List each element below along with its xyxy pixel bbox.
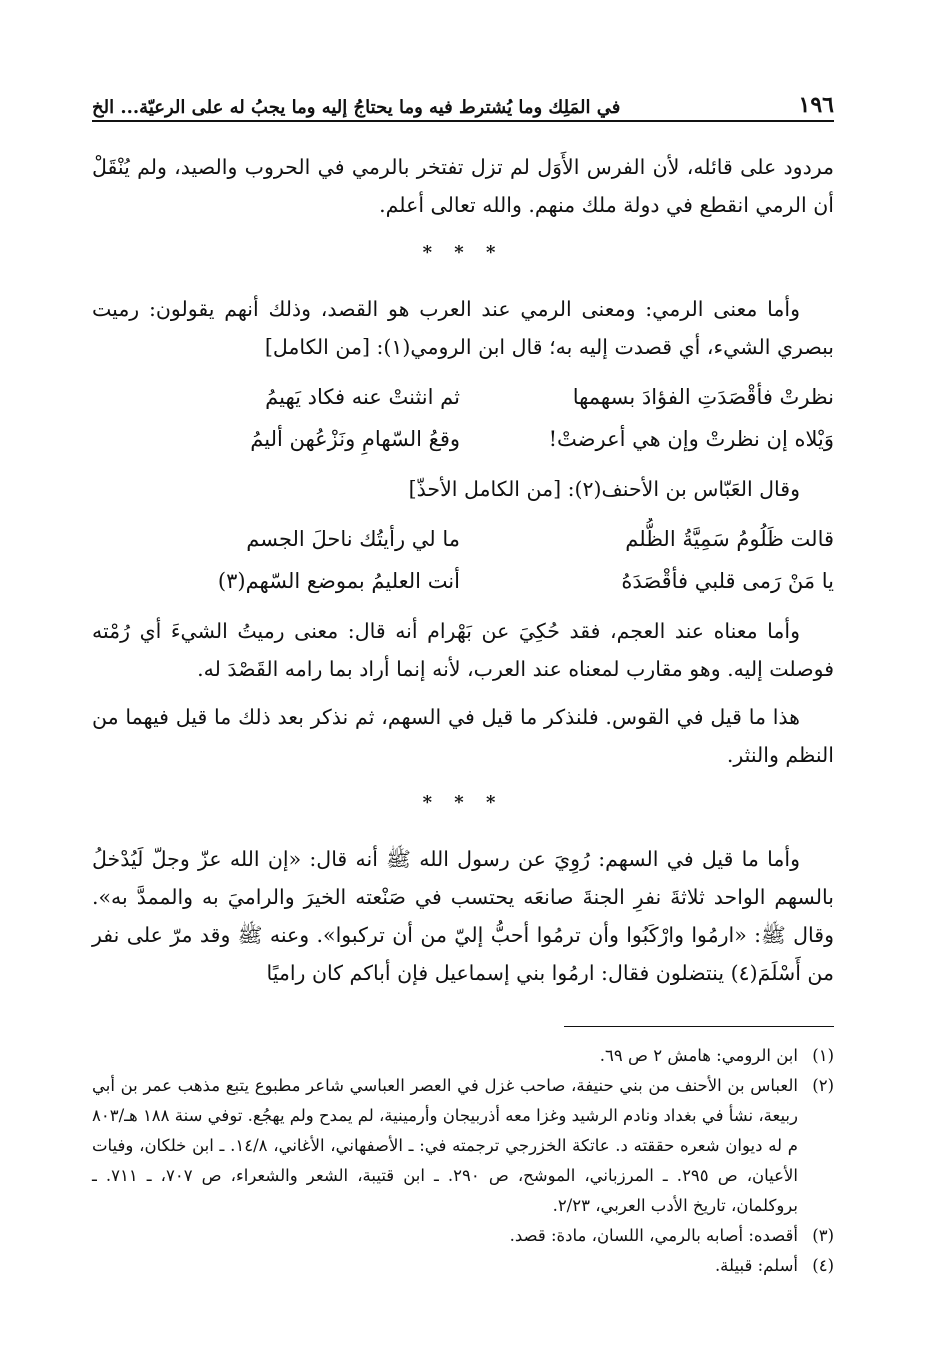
- section-separator: * * *: [422, 792, 504, 813]
- hemistich-first: قالت ظَلُومُ سَمِيَّةُ الظُّلم: [625, 527, 834, 551]
- section-separator: * * *: [422, 242, 504, 263]
- hemistich-second: ما لي رأيتُك ناحلَ الجسم: [246, 527, 460, 551]
- footnote-text: ابن الرومي: هامش ٢ ص ٦٩.: [599, 1046, 798, 1065]
- paragraph: وأما ما قيل في السهم: رُوِيَ عن رسول الله ﷺ أنه قال: «إن الله عزّ وجلّ لَيُدْخلُ بالسهم الواحد ثلاثةَ نفرِ الجنةَ صانعَه يحتسب في صَنْعته الخيرَ والراميَ به والممدَّ به». وقال ﷺ: «ارمُوا وارْكَبُوا وأن ترمُوا أحبُّ إليّ من أن تركبوا». وعنه ﷺ وقد مرّ على نفر من أَسْلَمَ(٤) ينتضلون فقال: ارمُوا بني إسماعيل فإن أباكم كان راميًا: [92, 847, 834, 985]
- running-header: [92, 80, 834, 122]
- paragraph: وأما معناه عند العجم، فقد حُكِيَ عن بَهْرام أنه قال: معنى رميتُ الشيءَ أي رُمْته فوصلت إليه. وهو مقارب لمعناه عند العرب، لأنه إنما أراد بما رامه القَصْدَ له.: [92, 619, 834, 681]
- paragraph: مردود على قائله، لأن الفرس الأَوَل لم تزل تفتخر بالرمي في الحروب والصيد، ولم يُنْقَلْ أن الرمي انقطع في دولة ملك منهم. والله تعالى أعلم.: [92, 155, 834, 217]
- poem-abbas-ibn-al-ahnaf: [92, 518, 834, 602]
- hemistich-second: ثم انثنتْ عنه فكاد يَهيمُ: [265, 385, 460, 409]
- verse-line: [92, 376, 834, 418]
- footnote: [92, 1251, 834, 1281]
- paragraph: هذا ما قيل في القوس. فلنذكر ما قيل في السهم، ثم نذكر بعد ذلك ما قيل فيهما من النظم والنثر.: [92, 705, 834, 767]
- verse-line: [92, 518, 834, 560]
- hemistich-second: وقعُ السّهامِ ونَزْعُهن أليمُ: [250, 427, 460, 451]
- page-number: ١٩٦: [798, 92, 834, 118]
- footnote: [92, 1041, 834, 1071]
- main-text: [92, 148, 834, 992]
- book-page: [92, 80, 834, 1350]
- verse-line: [92, 418, 834, 460]
- footnote-text: أقصده: أصابه بالرمي، اللسان، مادة: قصد.: [509, 1226, 798, 1245]
- paragraph: وقال العَبّاس بن الأحنف(٢): [من الكامل الأحذّ]: [408, 477, 800, 501]
- footnote-number: (٣): [812, 1226, 834, 1245]
- footnote: [92, 1071, 834, 1221]
- footnote-text: أسلم: قبيلة.: [714, 1256, 798, 1275]
- footnote-divider: [564, 1026, 834, 1027]
- running-title: في المَلِك وما يُشترط فيه وما يحتاجُ إليه وما يجبُ له على الرعيّة... الخ: [92, 97, 621, 118]
- hemistich-first: وَيْلاه إن نظرتْ وإن هي أعرضتْ!: [548, 427, 834, 451]
- footnotes: [92, 1041, 834, 1281]
- hemistich-first: نظرتْ فأقْصَدَتِ الفؤادَ بسهمها: [572, 385, 834, 409]
- footnote-number: (٢): [812, 1076, 834, 1095]
- verse-line: [92, 560, 834, 602]
- footnote-number: (١): [812, 1046, 834, 1065]
- paragraph: وأما معنى الرمي: ومعنى الرمي عند العرب هو القصد، وذلك أنهم يقولون: رميت ببصري الشيء، أي قصدت إليه به؛ قال ابن الرومي(١): [من الكامل]: [92, 297, 834, 359]
- footnote-text: العباس بن الأحنف من بني حنيفة، صاحب غزل في العصر العباسي شاعر مطبوع يتبع مذهب عمر بن أبي ربيعة، نشأ في بغداد ونادم الرشيد وغزا معه أذربيجان وأرمينية، لم يمدح ولم يهجُع. توفي سنة ١٨٨ هـ/٨٠٣ م له ديوان شعره حققته د. عاتكة الخزرجي ترجمته في: ـ الأصفهاني، الأغاني، ١٤/٨. ـ ابن خلكان، وفيات الأعيان، ص ٢٩٥. ـ المرزباني، الموشح، ص ٢٩٠. ـ ابن قتيبة، الشعر والشعراء، ص ٧٠٧، ـ ٧١١. ـ بروكلمان، تاريخ الأدب العربي، ٢/٢٣.: [92, 1076, 799, 1215]
- poem-ibn-al-rumi: [92, 376, 834, 460]
- footnote-number: (٤): [812, 1256, 834, 1275]
- hemistich-second: أنت العليمُ بموضع السّهم(٣): [217, 569, 460, 593]
- hemistich-first: يا مَنْ رَمى قلبي فأقْصَدَهُ: [621, 569, 834, 593]
- footnote: [92, 1221, 834, 1251]
